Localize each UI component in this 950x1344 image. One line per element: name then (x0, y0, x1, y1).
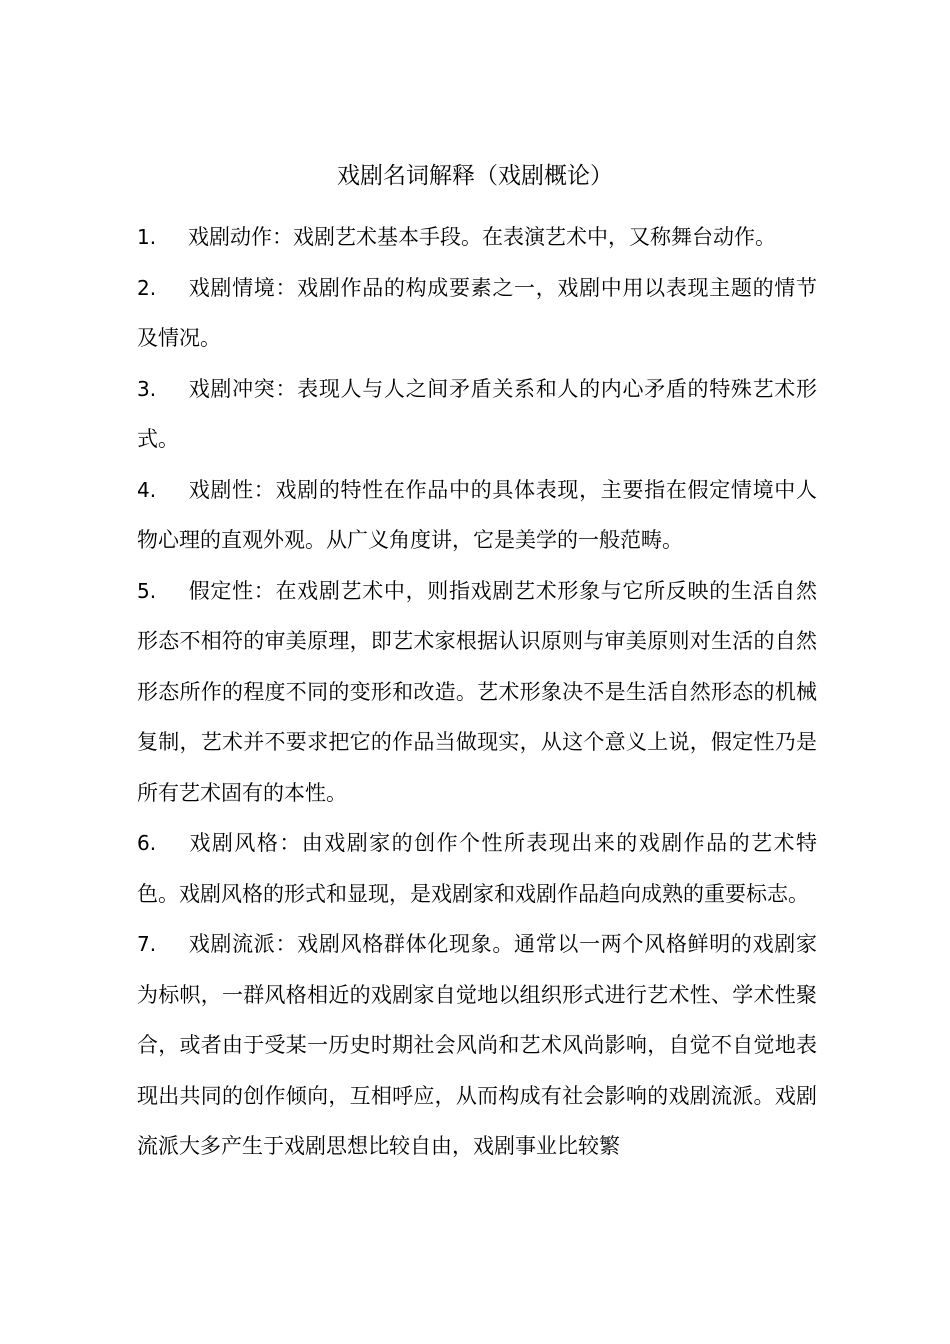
item-number: 4. (137, 477, 157, 502)
document-body (137, 212, 817, 1172)
item-number: 6. (137, 831, 157, 855)
list-item (137, 818, 817, 919)
item-number: 7. (137, 932, 157, 956)
list-item (137, 263, 817, 364)
list-item (137, 364, 817, 465)
item-text: 戏剧风格：由戏剧家的创作个性所表现出来的戏剧作品的艺术特色。戏剧风格的形式和显现，是戏剧家和戏剧作品趋向成熟的重要标志。 (137, 831, 817, 906)
item-text: 戏剧动作：戏剧艺术基本手段。在表演艺术中，又称舞台动作。 (188, 225, 776, 249)
item-number: 2. (137, 275, 157, 300)
item-text: 假定性：在戏剧艺术中，则指戏剧艺术形象与它所反映的生活自然形态不相符的审美原理，即艺术家根据认识原则与审美原则对生活的自然形态所作的程度不同的变形和改造。艺术形象决不是生活自然形态的机械复制，艺术并不要求把它的作品当做现实，从这个意义上说，假定性乃是所有艺术固有的本性。 (137, 578, 817, 805)
item-text: 戏剧流派：戏剧风格群体化现象。通常以一两个风格鲜明的戏剧家为标帜，一群风格相近的戏剧家自觉地以组织形式进行艺术性、学术性聚合，或者由于受某一历史时期社会风尚和艺术风尚影响，自觉不自觉地表现出共同的创作倾向，互相呼应，从而构成有社会影响的戏剧流派。戏剧流派大多产生于戏剧思想比较自由，戏剧事业比较繁 (137, 932, 817, 1158)
page-title: 戏剧名词解释（戏剧概论） (337, 163, 613, 189)
item-text: 戏剧性：戏剧的特性在作品中的具体表现，主要指在假定情境中人物心理的直观外观。从广义角度讲，它是美学的一般范畴。 (137, 477, 817, 552)
item-number: 3. (137, 376, 157, 401)
list-item (137, 212, 817, 263)
item-number: 5. (137, 578, 157, 603)
item-number: 1. (137, 225, 157, 249)
item-text: 戏剧冲突：表现人与人之间矛盾关系和人的内心矛盾的特殊艺术形式。 (137, 376, 817, 451)
item-text: 戏剧情境：戏剧作品的构成要素之一，戏剧中用以表现主题的情节及情况。 (137, 275, 817, 350)
list-item (137, 465, 817, 566)
list-item (137, 919, 817, 1172)
list-item (137, 566, 817, 819)
